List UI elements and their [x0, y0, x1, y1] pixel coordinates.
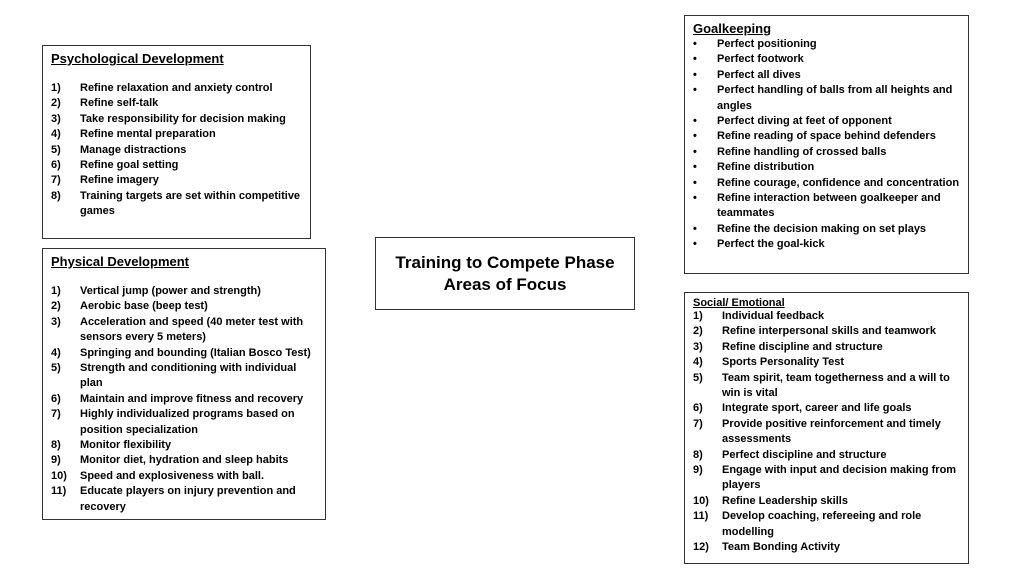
list-item-number: 3): [51, 315, 61, 328]
goalkeeping-title: Goalkeeping: [693, 21, 772, 36]
list-item: [51, 315, 317, 346]
social-list: [693, 309, 960, 556]
list-item-number: 8): [51, 189, 61, 202]
list-item-number: 1): [51, 285, 61, 297]
list-item: [693, 191, 960, 222]
list-item-number: 3): [51, 112, 61, 125]
bullet-icon: •: [693, 192, 697, 205]
list-item-text: Refine relaxation and anxiety control: [80, 82, 273, 94]
list-item-text: Refine Leadership skills: [722, 494, 848, 507]
list-item: [51, 438, 317, 453]
list-item-text: Monitor diet, hydration and sleep habits: [80, 454, 289, 467]
list-item-number: 7): [51, 408, 61, 421]
list-item: [693, 68, 960, 83]
list-item-text: Training targets are set within competitive games: [80, 189, 301, 218]
bullet-icon: •: [693, 161, 697, 174]
bullet-icon: •: [693, 68, 697, 81]
list-item-number: 10): [51, 469, 67, 482]
physical-list: [51, 284, 317, 515]
list-item-text: Acceleration and speed (40 meter test with sensors every 5 meters): [80, 315, 304, 344]
list-item-text: Perfect diving at feet of opponent: [717, 115, 892, 128]
list-item: [51, 284, 317, 299]
list-item-text: Engage with input and decision making from players: [722, 464, 957, 492]
list-item-number: 12): [693, 541, 709, 554]
list-item-number: 4): [693, 356, 703, 369]
list-item: [51, 484, 317, 515]
list-item-number: 4): [51, 128, 61, 141]
list-item-number: 4): [51, 346, 61, 359]
list-item-number: 5): [51, 143, 61, 156]
list-item-text: Refine imagery: [80, 174, 159, 187]
bullet-icon: •: [693, 222, 697, 235]
list-item-text: Refine mental preparation: [80, 128, 216, 141]
list-item-number: 3): [693, 340, 703, 353]
list-item-number: 7): [51, 174, 61, 187]
list-item: [51, 96, 302, 111]
physical-development-title: Physical Development: [51, 254, 189, 269]
list-item-text: Refine interaction between goalkeeper and teammates: [717, 192, 941, 220]
list-item: [693, 324, 960, 339]
list-item: [693, 37, 960, 52]
list-item: [693, 340, 960, 355]
list-item: [693, 540, 960, 555]
list-item: [693, 114, 960, 129]
list-item: [693, 463, 960, 494]
social-emotional-box: [684, 292, 969, 564]
list-item-number: 8): [693, 448, 703, 461]
list-item: [51, 453, 317, 468]
list-item: [51, 469, 317, 484]
list-item: [693, 83, 960, 114]
list-item-text: Springing and bounding (Italian Bosco Test): [80, 346, 311, 359]
list-item: [693, 160, 960, 175]
list-item-text: Provide positive reinforcement and timely assessments: [722, 417, 941, 446]
list-item-number: 9): [51, 454, 61, 467]
list-item: [51, 127, 302, 142]
goalkeeping-list: [693, 37, 960, 253]
list-item-text: Monitor flexibility: [80, 439, 172, 452]
list-item-text: Perfect positioning: [717, 38, 817, 50]
list-item: [51, 112, 302, 127]
list-item-text: Individual feedback: [722, 310, 825, 322]
list-item-number: 2): [51, 97, 61, 110]
list-item-number: 6): [51, 392, 61, 405]
list-item: [693, 222, 960, 237]
list-item: [51, 189, 302, 220]
list-item: [693, 448, 960, 463]
list-item-text: Refine reading of space behind defenders: [717, 130, 936, 143]
list-item-text: Manage distractions: [80, 143, 187, 156]
list-item-text: Perfect all dives: [717, 68, 801, 81]
list-item: [693, 371, 960, 402]
list-item-number: 5): [51, 362, 61, 375]
list-item-text: Educate players on injury prevention and recovery: [80, 485, 296, 513]
list-item-text: Strength and conditioning with individual plan: [80, 362, 297, 390]
list-item-text: Refine the decision making on set plays: [717, 222, 927, 235]
list-item: [693, 309, 960, 324]
list-item-text: Refine distribution: [717, 161, 815, 174]
bullet-icon: •: [693, 115, 697, 128]
list-item-text: Team spirit, team togetherness and a will to win is vital: [722, 371, 950, 400]
list-item: [51, 361, 317, 392]
list-item-number: 10): [693, 494, 709, 507]
bullet-icon: •: [693, 176, 697, 189]
list-item-number: 7): [693, 417, 703, 430]
list-item-text: Perfect discipline and structure: [722, 448, 887, 461]
list-item: [693, 401, 960, 416]
list-item: [51, 158, 302, 173]
list-item-text: Refine handling of crossed balls: [717, 145, 887, 158]
list-item: [693, 52, 960, 67]
list-item: [693, 494, 960, 509]
list-item: [693, 176, 960, 191]
list-item-number: 6): [693, 402, 703, 415]
list-item-text: Refine discipline and structure: [722, 340, 883, 353]
list-item-number: 2): [51, 300, 61, 313]
list-item: [693, 509, 960, 540]
list-item: [51, 81, 302, 96]
list-item-text: Refine self-talk: [80, 97, 159, 110]
physical-development-box: [42, 248, 326, 520]
list-item-text: Refine courage, confidence and concentration: [717, 176, 960, 189]
list-item: [51, 299, 317, 314]
psychological-development-box: [42, 45, 311, 239]
list-item: [51, 346, 317, 361]
social-emotional-title: Social/ Emotional: [693, 297, 785, 309]
list-item-text: Maintain and improve fitness and recovery: [80, 392, 304, 405]
psychological-list: [51, 81, 302, 220]
list-item-text: Aerobic base (beep test): [80, 300, 208, 313]
list-item: [693, 129, 960, 144]
bullet-icon: •: [693, 238, 697, 251]
list-item-text: Highly individualized programs based on position specialization: [80, 408, 295, 436]
list-item: [693, 237, 960, 252]
list-item-text: Take responsibility for decision making: [80, 112, 286, 125]
list-item-text: Refine goal setting: [80, 159, 179, 172]
center-title-box: [375, 237, 635, 310]
list-item-number: 5): [693, 371, 703, 384]
list-item: [693, 417, 960, 448]
list-item-text: Develop coaching, refereeing and role modelling: [722, 510, 922, 538]
list-item-number: 1): [693, 310, 703, 322]
list-item-number: 11): [693, 510, 709, 523]
bullet-icon: •: [693, 84, 697, 97]
list-item-text: Integrate sport, career and life goals: [722, 402, 912, 415]
list-item-text: Speed and explosiveness with ball.: [80, 469, 265, 482]
bullet-icon: •: [693, 38, 697, 50]
goalkeeping-box: [684, 15, 969, 274]
list-item: [51, 173, 302, 188]
list-item: [693, 355, 960, 370]
bullet-icon: •: [693, 130, 697, 143]
list-item: [693, 145, 960, 160]
bullet-icon: •: [693, 53, 697, 66]
list-item-number: 2): [693, 325, 703, 338]
list-item: [51, 392, 317, 407]
list-item: [51, 407, 317, 438]
list-item-number: 9): [693, 464, 703, 477]
center-title-line1: Training to Compete Phase: [395, 252, 615, 272]
bullet-icon: •: [693, 145, 697, 158]
list-item-text: Refine interpersonal skills and teamwork: [722, 325, 936, 338]
list-item-text: Vertical jump (power and strength): [80, 285, 261, 297]
list-item-text: Perfect footwork: [717, 53, 804, 66]
center-title-line2: Areas of Focus: [443, 274, 567, 294]
list-item-number: 1): [51, 82, 61, 94]
list-item-text: Sports Personality Test: [722, 356, 845, 369]
list-item-number: 6): [51, 159, 61, 172]
list-item: [51, 143, 302, 158]
list-item-number: 8): [51, 439, 61, 452]
list-item-number: 11): [51, 485, 67, 498]
list-item-text: Perfect the goal-kick: [717, 238, 825, 251]
psychological-development-title: Psychological Development: [51, 51, 224, 66]
list-item-text: Team Bonding Activity: [722, 541, 840, 554]
list-item-text: Perfect handling of balls from all heights and angles: [717, 84, 953, 112]
